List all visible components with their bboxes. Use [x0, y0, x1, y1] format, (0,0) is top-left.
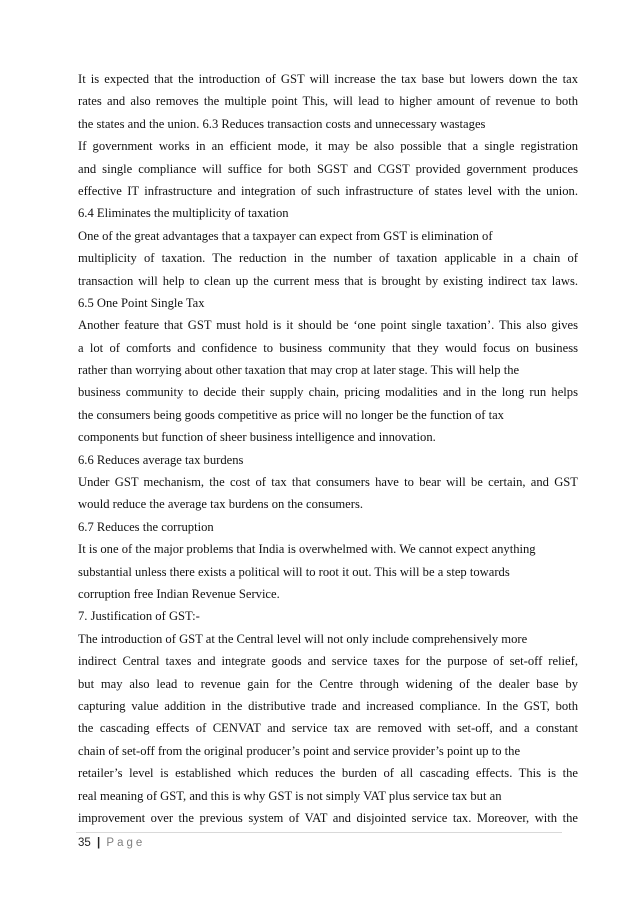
text-line: substantial unless there exists a political will to root it out. This will be a step towards: [78, 564, 510, 579]
body-text: [78, 68, 578, 829]
text-line: a lot of comforts and confidence to business community that they would focus on business: [78, 340, 578, 355]
text-line: transaction will help to clean up the current mess that is brought by existing indirect tax laws.: [78, 273, 578, 288]
text-line: retailer’s level is established which reduces the burden of all cascading effects. This is the: [78, 766, 578, 781]
section-heading: 6.6 Reduces average tax burdens: [78, 452, 244, 467]
text-line: It is expected that the introduction of GST will increase the tax base but lowers down the tax: [78, 72, 578, 86]
text-line: and single compliance will suffice for both SGST and CGST provided government produces: [78, 161, 578, 176]
text-line: but may also lead to revenue gain for the Centre through widening of the dealer base by: [78, 676, 578, 691]
text-line: Another feature that GST must hold is it should be ‘one point single taxation’. This also gives: [78, 318, 578, 333]
text-line: business community to decide their supply chain, pricing modalities and in the long run helps: [78, 385, 578, 400]
section-heading: 6.5 One Point Single Tax: [78, 295, 205, 310]
page-label: Page: [106, 837, 146, 849]
text-line: chain of set-off from the original producer’s point and service provider’s point up to the: [78, 743, 521, 758]
footer-divider: [76, 832, 562, 833]
text-line: indirect Central taxes and integrate goods and service taxes for the purpose of set-off relief,: [78, 654, 578, 669]
text-line: multiplicity of taxation. The reduction in the number of taxation applicable in a chain of: [78, 251, 578, 266]
text-line: rates and also removes the multiple point This, will lead to higher amount of revenue to both: [78, 94, 578, 109]
page-footer: [78, 837, 145, 849]
text-line: capturing value addition in the distributive trade and increased compliance. In the GST, both: [78, 698, 578, 713]
text-line: would reduce the average tax burdens on the consumers.: [78, 497, 364, 512]
section-heading: 6.4 Eliminates the multiplicity of taxation: [78, 206, 289, 221]
text-line: real meaning of GST, and this is why GST is not simply VAT plus service tax but an: [78, 788, 502, 803]
text-line: components but function of sheer business intelligence and innovation.: [78, 430, 436, 445]
text-line: effective IT infrastructure and integration of such infrastructure of states level with the union.: [78, 183, 578, 198]
text-line: Under GST mechanism, the cost of tax that consumers have to bear will be certain, and GST: [78, 475, 578, 490]
text-line: One of the great advantages that a taxpayer can expect from GST is elimination of: [78, 228, 493, 243]
text-line: It is one of the major problems that India is overwhelmed with. We cannot expect anything: [78, 542, 536, 557]
text-line: rather than worrying about other taxation that may crop at later stage. This will help the: [78, 363, 520, 378]
footer-separator: |: [97, 837, 101, 849]
text-line: corruption free Indian Revenue Service.: [78, 586, 280, 601]
text-line: the cascading effects of CENVAT and service tax are removed with set-off, and a constant: [78, 721, 578, 736]
section-heading: 6.7 Reduces the corruption: [78, 519, 214, 534]
text-line: The introduction of GST at the Central level will not only include comprehensively more: [78, 631, 528, 646]
text-line: improvement over the previous system of VAT and disjointed service tax. Moreover, with the: [78, 810, 578, 825]
text-line: the consumers being goods competitive as price will no longer be the function of tax: [78, 407, 504, 422]
section-heading: 7. Justification of GST:-: [78, 609, 200, 624]
page-number: 35: [78, 837, 91, 849]
text-line: If government works in an efficient mode, it may be also possible that a single registration: [78, 139, 578, 154]
text-line: the states and the union. 6.3 Reduces transaction costs and unnecessary wastages: [78, 116, 486, 131]
